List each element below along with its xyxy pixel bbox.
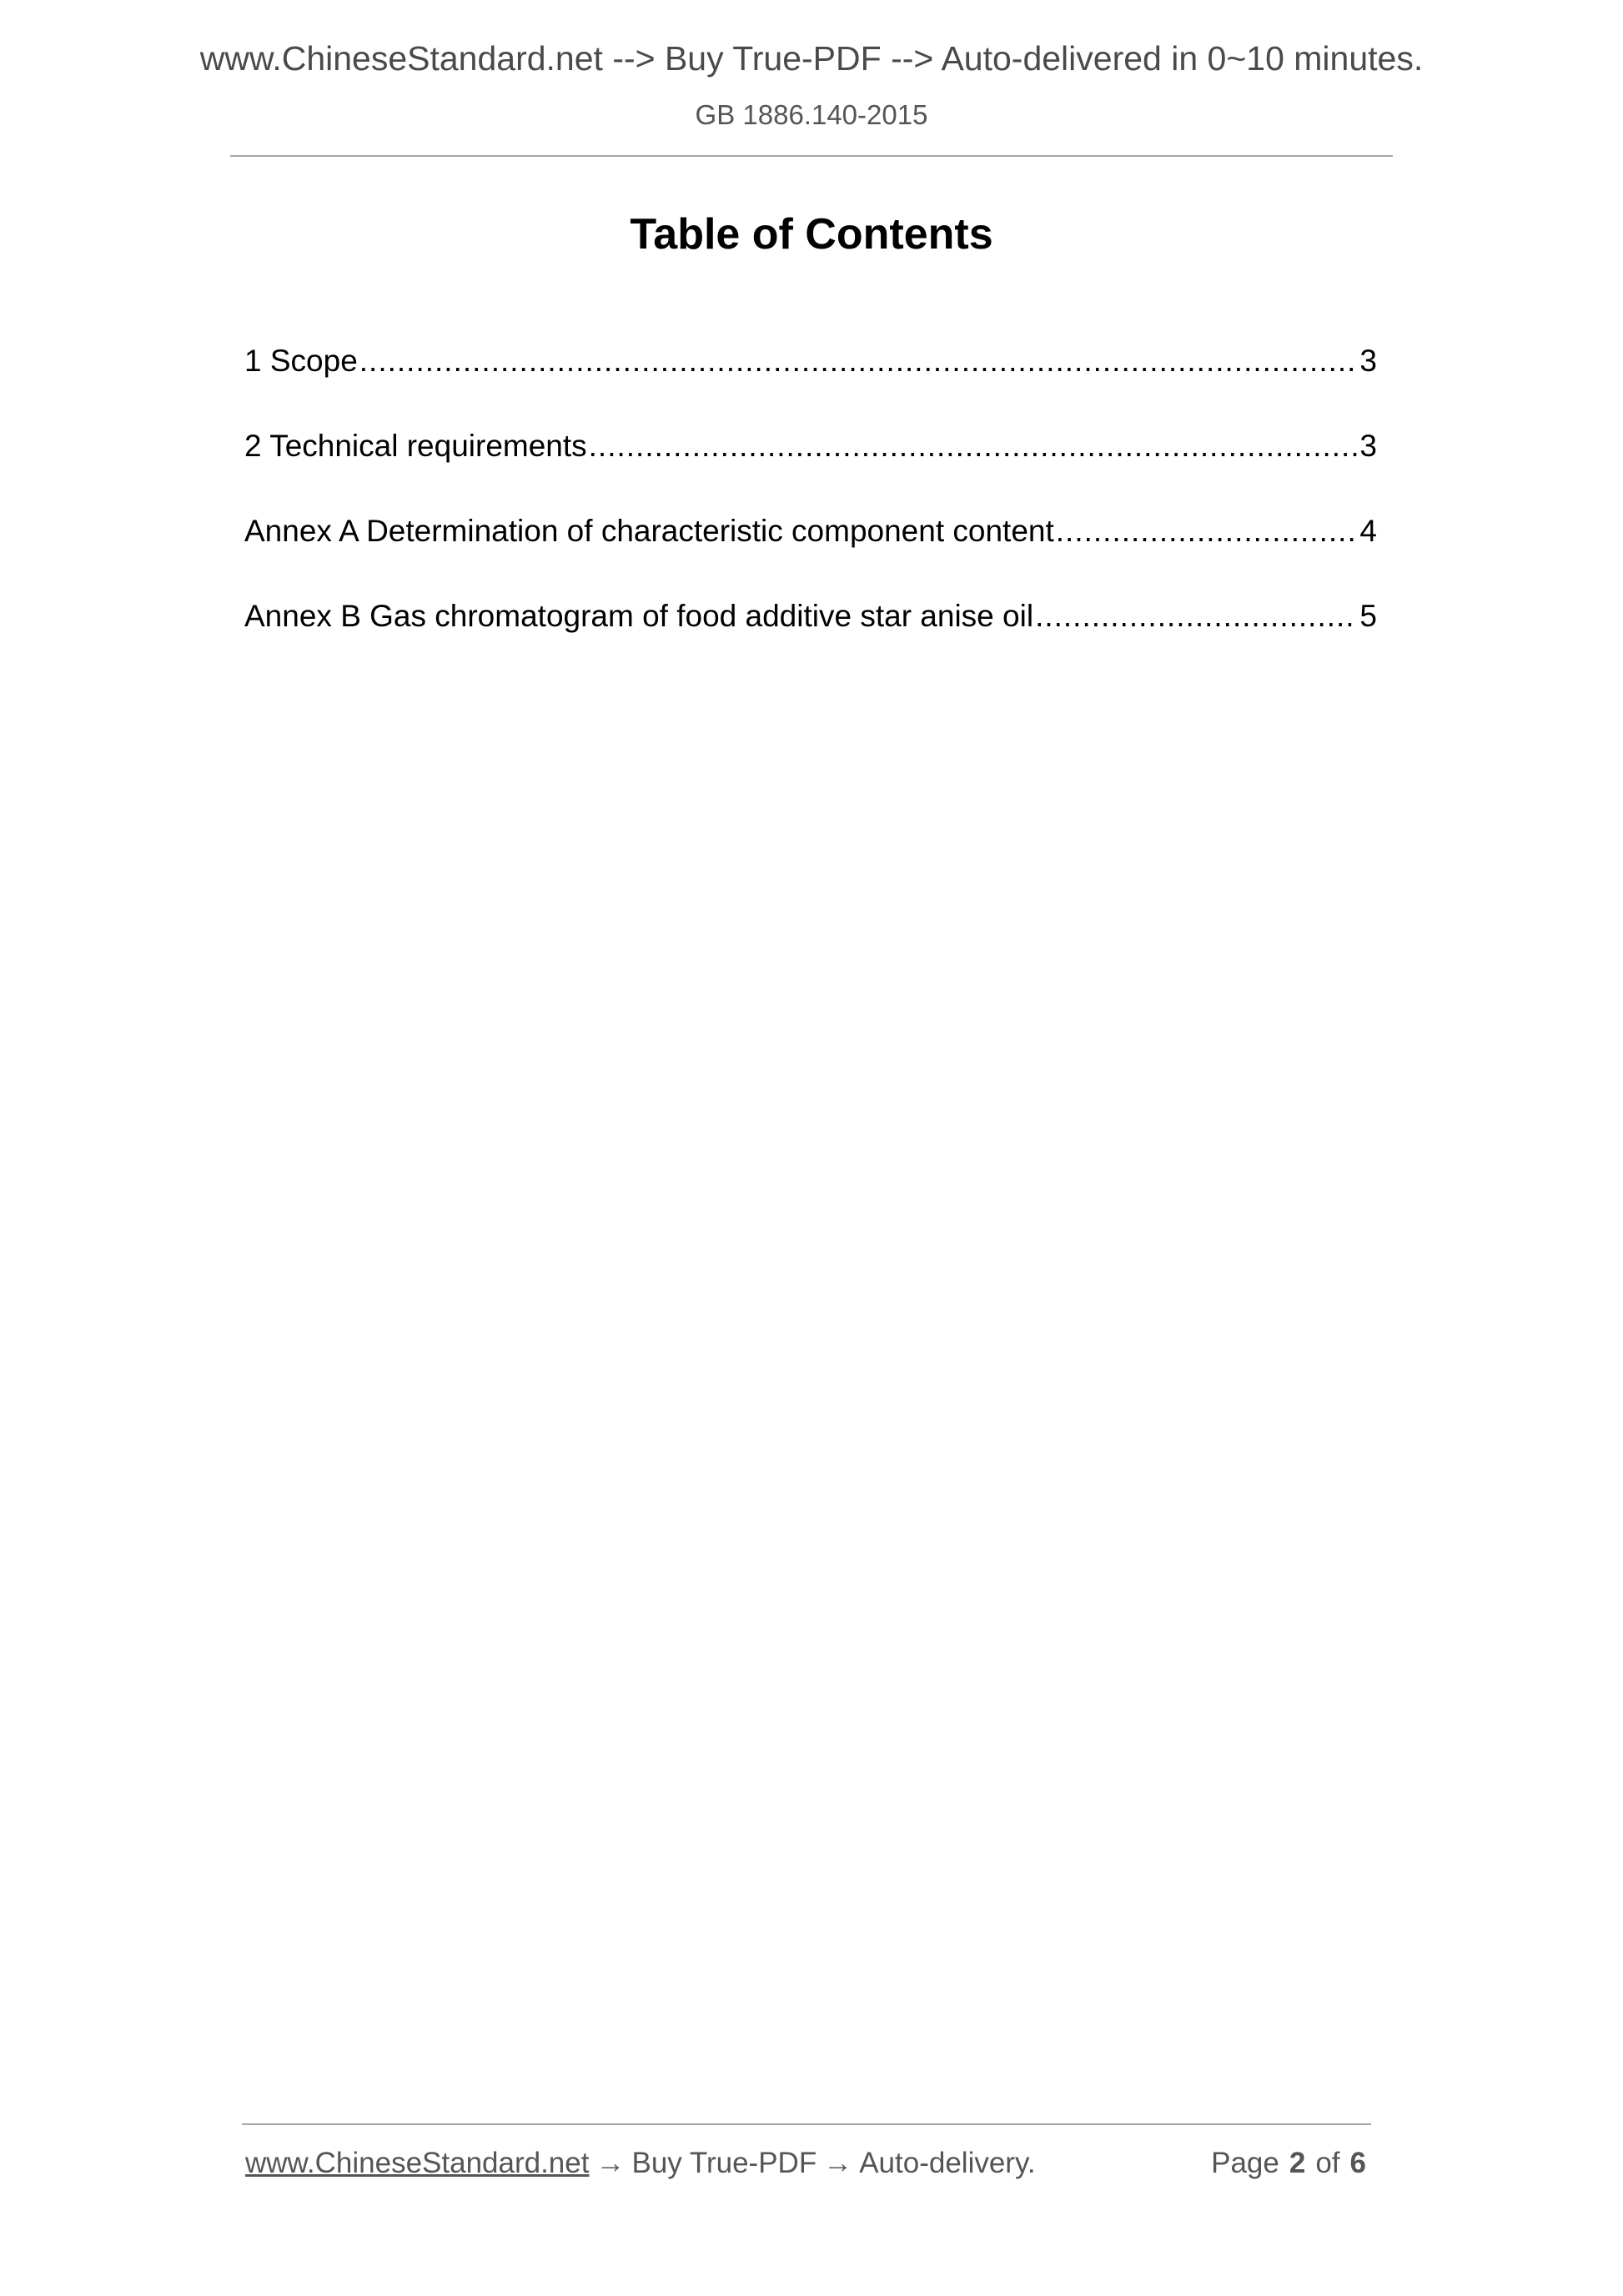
page-footer — [245, 2145, 1371, 2182]
site-link[interactable]: www.ChineseStandard.net — [245, 2147, 590, 2179]
toc-entry-page: 3 — [1359, 344, 1377, 378]
footer-promo — [245, 2145, 1036, 2182]
header-divider — [230, 155, 1393, 157]
current-page-number: 2 — [1289, 2147, 1306, 2179]
toc-entry-label: Annex A Determination of characteristic component content — [244, 514, 1054, 548]
page-label: Page — [1211, 2147, 1279, 2179]
toc-entry-annex-b[interactable] — [244, 597, 1377, 682]
toc-entry-annex-a[interactable] — [244, 512, 1377, 597]
toc-entry-page: 4 — [1359, 514, 1377, 548]
dot-leader — [1035, 597, 1358, 636]
toc-entry-page: 3 — [1359, 429, 1377, 463]
toc-entry-scope[interactable] — [244, 342, 1377, 427]
toc-entry-label: 1 Scope — [244, 344, 358, 378]
page-title: Table of Contents — [630, 210, 993, 259]
of-label: of — [1315, 2147, 1340, 2179]
footer-delivery-text: Auto-delivery. — [859, 2147, 1036, 2179]
dot-leader — [1056, 512, 1359, 550]
toc-entry-page: 5 — [1359, 599, 1377, 633]
footer-buy-text: Buy True-PDF — [631, 2147, 817, 2179]
document-code: GB 1886.140-2015 — [695, 99, 928, 130]
table-of-contents — [244, 342, 1377, 682]
toc-entry-label: Annex B Gas chromatogram of food additive star anise oil — [244, 599, 1034, 633]
site-banner: www.ChineseStandard.net --> Buy True-PDF --> Auto-delivered in 0~10 minutes. — [199, 39, 1424, 78]
toc-entry-label: 2 Technical requirements — [244, 429, 587, 463]
footer-divider — [242, 2123, 1371, 2125]
total-page-number: 6 — [1349, 2147, 1366, 2179]
page-indicator — [1211, 2145, 1371, 2182]
toc-entry-technical-requirements[interactable] — [244, 427, 1377, 512]
dot-leader — [359, 342, 1359, 380]
arrow-right-icon: → — [823, 2147, 853, 2179]
arrow-right-icon: → — [595, 2147, 626, 2179]
dot-leader — [589, 427, 1359, 465]
